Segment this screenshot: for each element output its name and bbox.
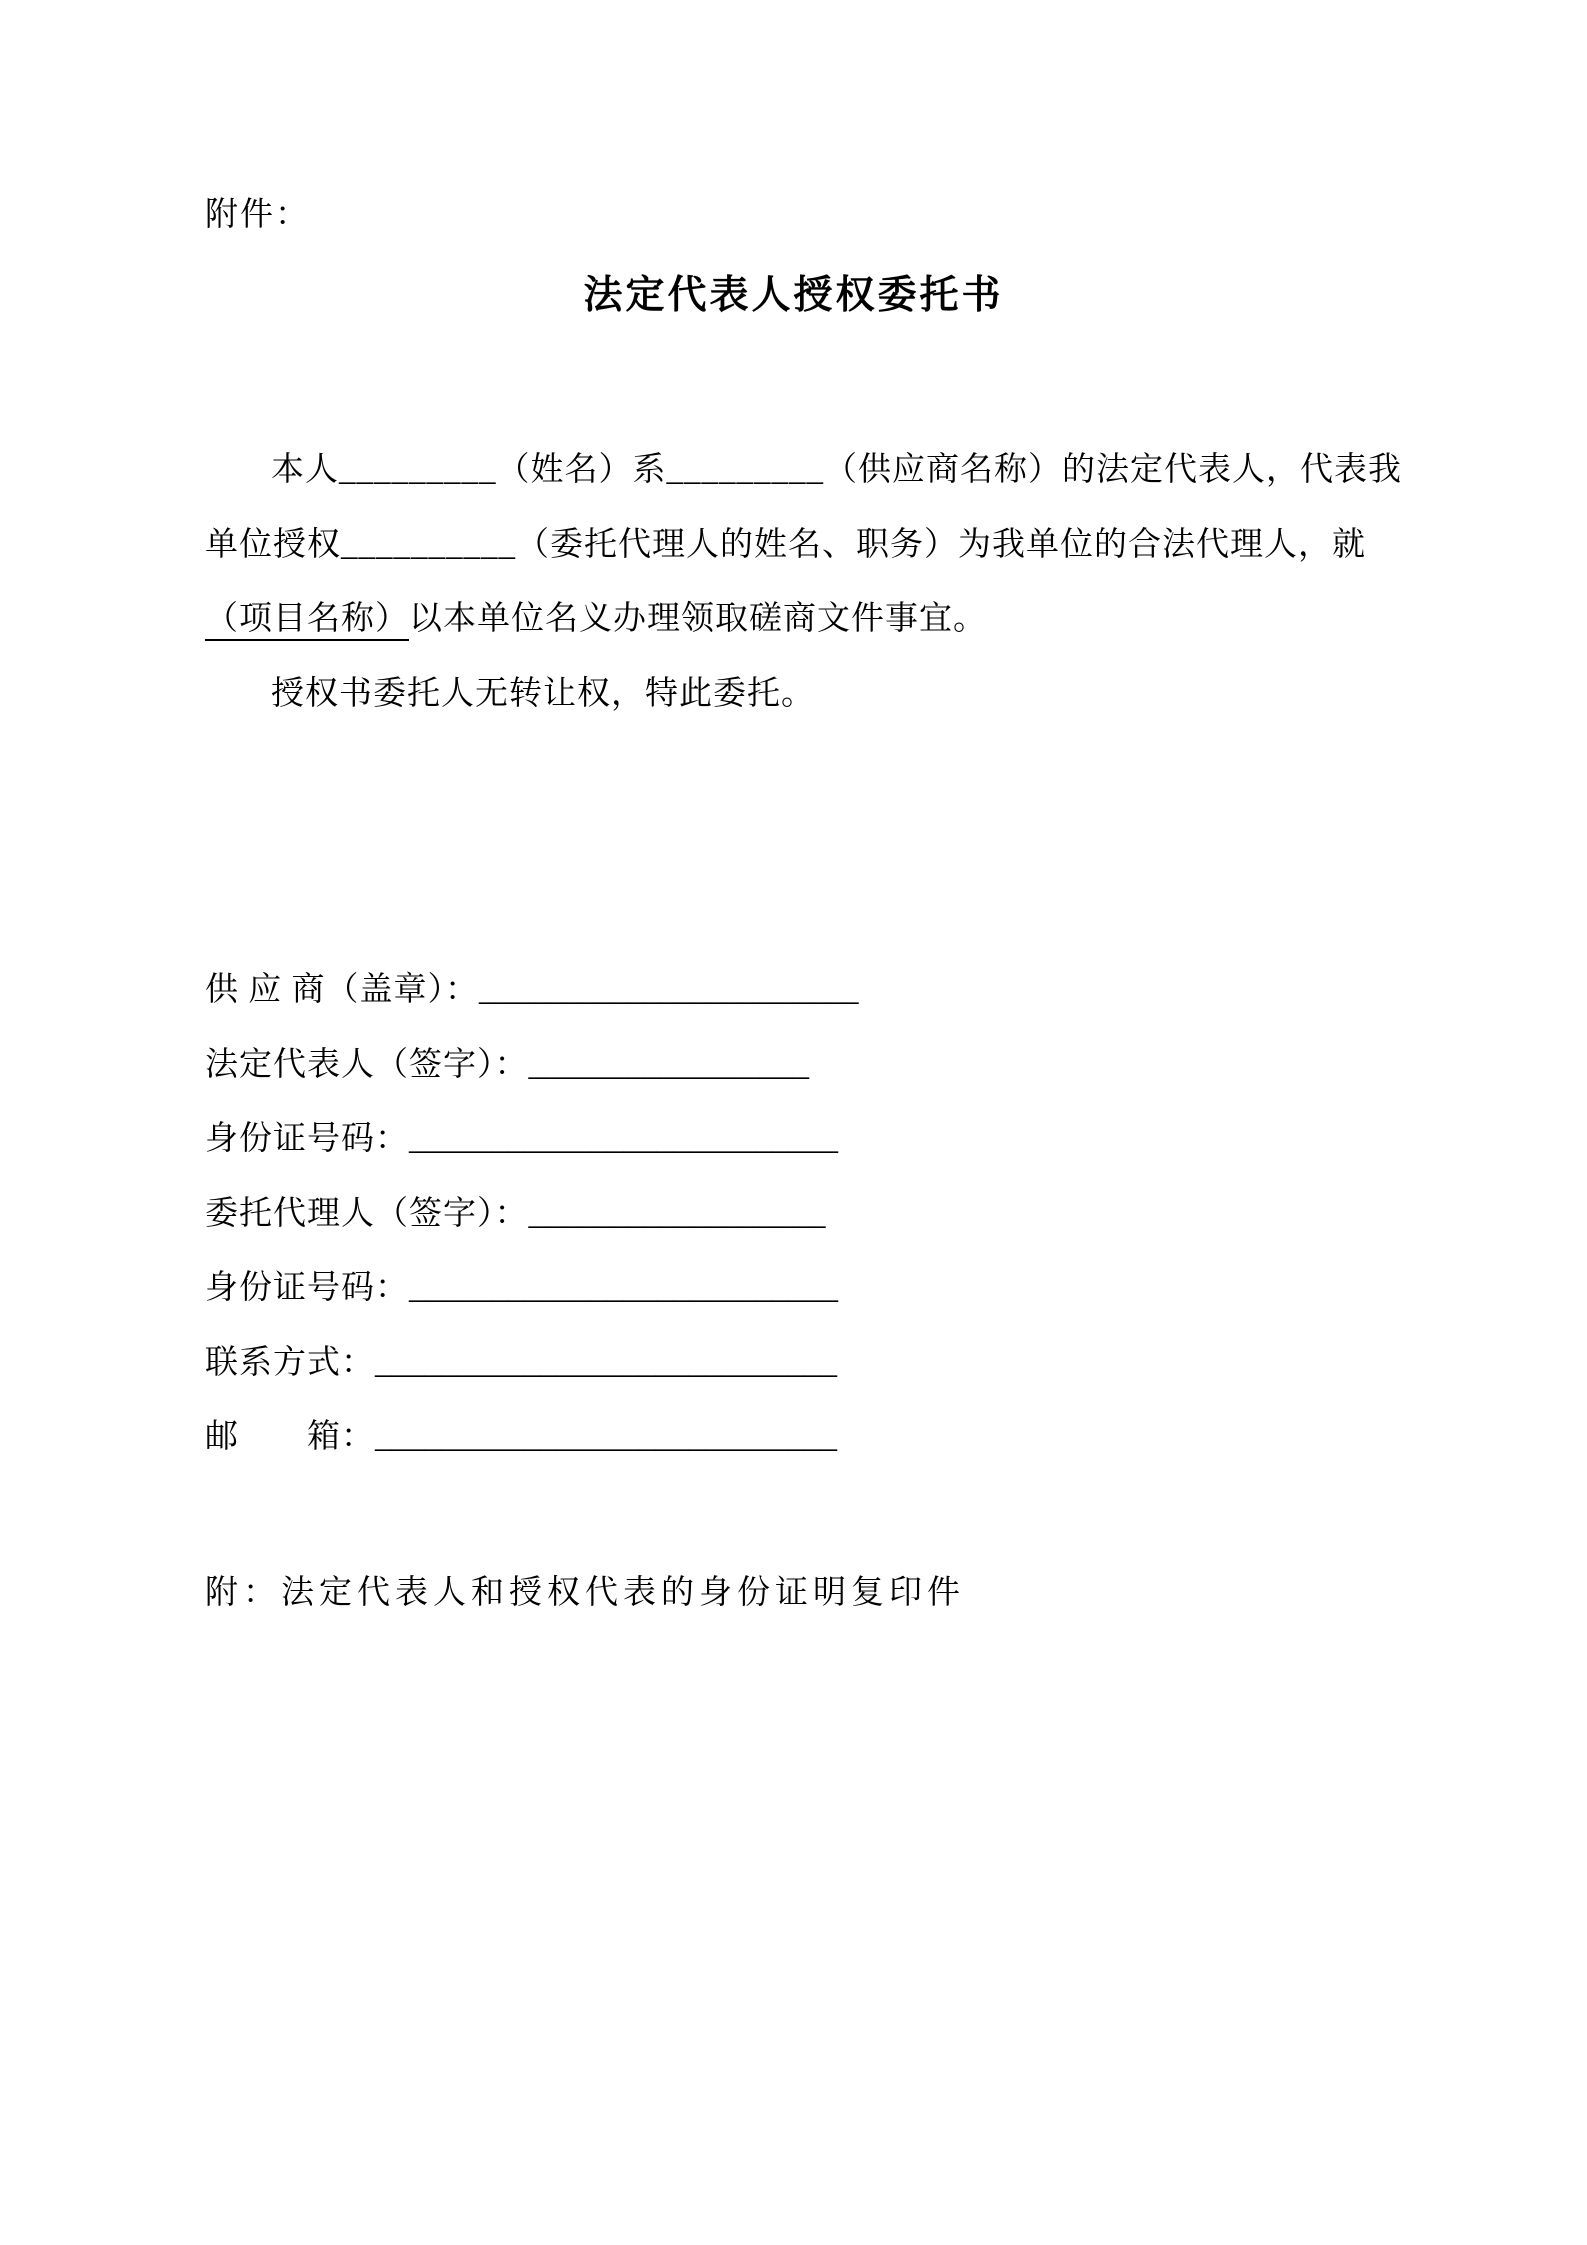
field-label: 身份证号码： [205,1270,409,1306]
field-row-id-number-2 [205,1251,859,1326]
field-row-email [205,1400,859,1475]
field-blank: _______________________ [479,972,859,1008]
field-label: 委托代理人（签字）： [205,1195,529,1232]
field-blank: _________________ [528,1046,809,1083]
field-label: 联系方式： [205,1344,375,1381]
field-label: 供 应 商（盖章）： [205,972,479,1008]
attachment-note: 附：法定代表人和授权代表的身份证明复印件 [205,1575,965,1611]
paragraph-line-2: 单位授权__________（委托代理人的姓名、职务）为我单位的合法代理人，就 [205,526,1366,563]
body-paragraph [205,433,1402,731]
field-row-legal-rep-signature [205,1028,859,1103]
signature-fields [205,953,859,1475]
field-row-agent-signature [205,1177,859,1252]
field-label: 邮 箱： [205,1419,375,1455]
field-blank: __________________________ [409,1121,838,1157]
field-blank: __________________ [528,1195,826,1232]
field-row-supplier-seal [205,953,859,1028]
paragraph-line-3-rest: 以本单位名义办理领取磋商文件事宜。 [409,601,987,637]
paragraph-line-1: 本人_________（姓名）系_________（供应商名称）的法定代表人，代表我 [271,452,1402,488]
field-blank: ____________________________ [375,1419,837,1455]
field-blank: __________________________ [409,1270,838,1306]
paragraph-line-3 [205,582,1390,657]
field-row-contact [205,1326,859,1401]
document-title: 法定代表人授权委托书 [583,274,1004,317]
field-label: 身份证号码： [205,1121,409,1157]
field-label: 法定代表人（签字）： [205,1046,529,1083]
paragraph-line-4: 授权书委托人无转让权，特此委托。 [271,675,815,712]
attachment-label: 附件： [205,197,310,233]
project-name-underlined: （项目名称） [205,601,409,641]
field-row-id-number-1 [205,1102,859,1177]
field-blank: ____________________________ [375,1344,837,1381]
